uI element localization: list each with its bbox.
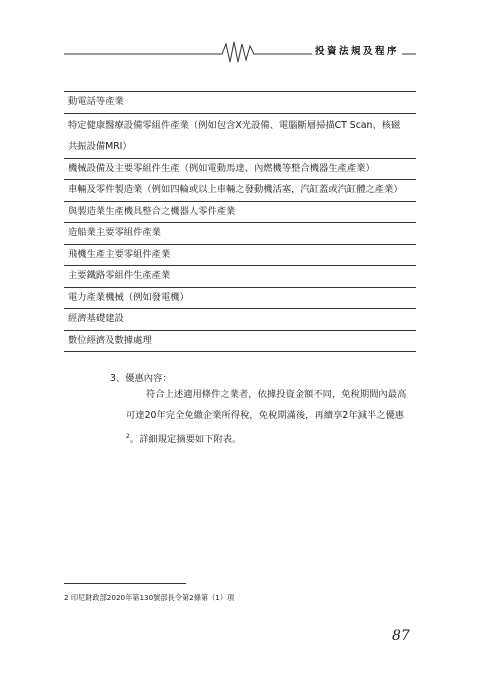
table-row: 經濟基礎建設 — [64, 309, 416, 331]
footnote-reference[interactable]: 2 — [126, 433, 130, 440]
section-title: 投資法規及程序 — [312, 43, 402, 57]
table-row: 數位經濟及數據處理 — [64, 331, 416, 353]
table-row: 與製造業生產機具整合之機器人零件產業 — [64, 202, 416, 224]
body-paragraph-line: $^2$。詳細規定摘要如下附表。 — [126, 433, 242, 445]
subsection-heading: 3、優惠內容： — [110, 373, 172, 384]
table-row: 動電話等產業 — [64, 92, 416, 114]
table-row: 特定健康醫療設備零組件產業（例如包含X光設備、電腦斷層掃描CT Scan、核磁 共振設備MRI） — [64, 114, 416, 159]
table-row: 造船業主要零組件產業 — [64, 223, 416, 245]
table-row: 電力產業機械（例如發電機） — [64, 288, 416, 310]
body-paragraph-line: 符合上述適用條件之業者，依據投資金額不同，免稅期間內最高 — [146, 389, 407, 400]
header-rule-heartbeat — [0, 0, 480, 70]
page-header — [0, 0, 480, 70]
table-row: 機械設備及主要零組件生產（例如電動馬達、內燃機等整合機器生產產業） — [64, 159, 416, 181]
body-paragraph-line: 可達20年完全免繳企業所得稅，免稅期滿後，再續享2年減半之優惠 — [126, 410, 405, 421]
footnote: 2 印尼財政部2020年第130號部長令第2條第（1）項 — [64, 593, 235, 602]
industry-table — [64, 91, 416, 352]
table-row: 主要鐵路零組件生產產業 — [64, 266, 416, 288]
page-number: 87 — [392, 628, 410, 644]
table-row: 飛機生產主要零組件產業 — [64, 245, 416, 267]
table-row: 車輛及零件製造業（例如四輪或以上車輛之發動機活塞，汽缸蓋或汽缸體之產業） — [64, 180, 416, 202]
footnote-divider — [64, 583, 186, 584]
